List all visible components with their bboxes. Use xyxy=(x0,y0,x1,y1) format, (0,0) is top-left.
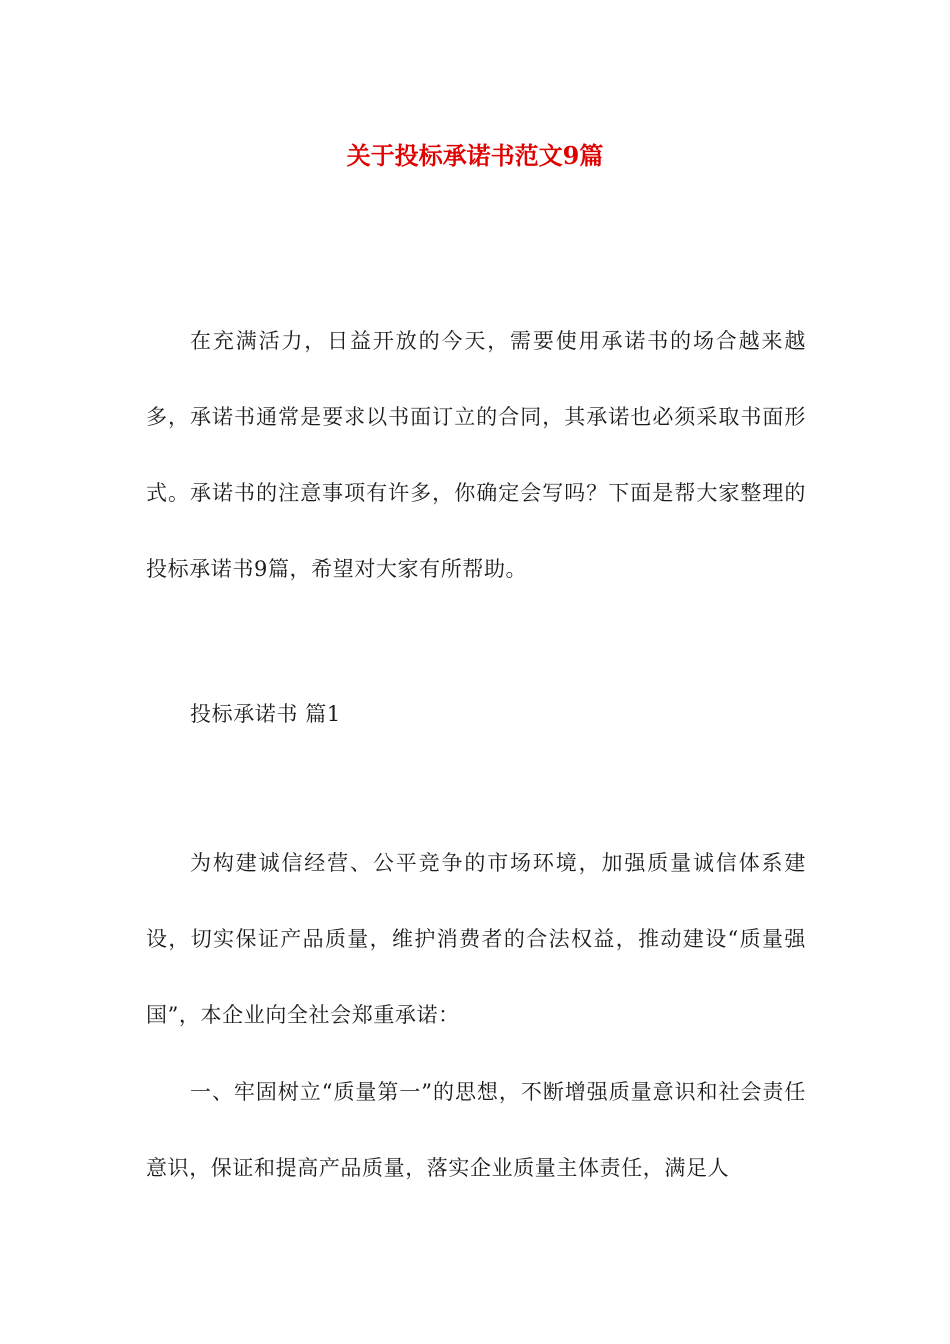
body-paragraph: 为构建诚信经营、公平竞争的市场环境，加强质量诚信体系建设，切实保证产品质量，维护消费者的合法权益，推动建设“质量强国”，本企业向全社会郑重承诺： xyxy=(146,851,806,1027)
body-paragraph: 一、牢固树立“质量第一”的思想，不断增强质量意识和社会责任意识，保证和提高产品质量，落实企业质量主体责任，满足人 xyxy=(146,1080,806,1180)
document-title: 关于投标承诺书范文9篇 xyxy=(346,141,604,170)
intro-paragraph: 在充满活力，日益开放的今天，需要使用承诺书的场合越来越多，承诺书通常是要求以书面订立的合同，其承诺也必须采取书面形式。承诺书的注意事项有许多，你确定会写吗？下面是帮大家整理的投标承诺书9篇，希望对大家有所帮助。 xyxy=(146,329,806,581)
section-heading: 投标承诺书 篇1 xyxy=(190,702,341,726)
